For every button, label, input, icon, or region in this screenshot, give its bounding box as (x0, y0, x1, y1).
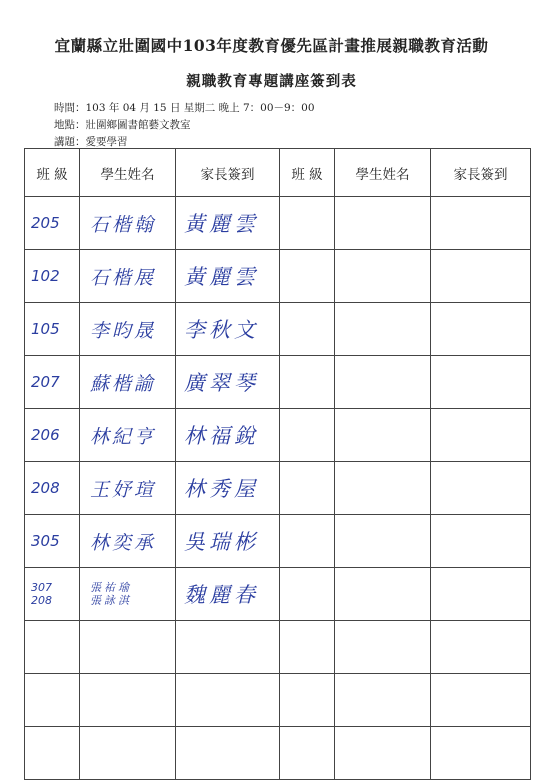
document-title: 宜蘭縣立壯圍國中103年度教育優先區計畫推展親職教育活動 (54, 36, 489, 55)
class-cell (280, 515, 335, 568)
table-row (25, 462, 531, 515)
student-name-cell: 石楷展 (80, 250, 176, 303)
class-cell (280, 674, 335, 727)
class-cell: 206 (25, 409, 80, 462)
parent-signature-cell: 黃麗雲 (176, 197, 280, 250)
place-line (54, 117, 191, 132)
parent-signature-cell: 吳瑞彬 (176, 515, 280, 568)
class-cell: 208 (25, 462, 80, 515)
parent-signature-cell: 魏麗春 (176, 568, 280, 621)
class-cell (280, 727, 335, 780)
student-name-cell (335, 515, 431, 568)
table-row (25, 250, 531, 303)
class-cell: 102 (25, 250, 80, 303)
parent-signature-cell (431, 621, 531, 674)
student-name-cell (80, 621, 176, 674)
table-row (25, 621, 531, 674)
parent-signature-cell (431, 250, 531, 303)
time-line (54, 100, 315, 115)
student-name-cell (80, 568, 176, 621)
place-value: 壯圍鄉圖書館藝文教室 (85, 119, 191, 131)
time-value: 103 年 04 月 15 日 星期二 晚上 7：00－9：00 (85, 102, 315, 114)
topic-label: 講題： (54, 136, 86, 148)
class-cell (280, 250, 335, 303)
parent-signature-cell (176, 621, 280, 674)
parent-signature-cell (431, 674, 531, 727)
column-header-class: 班 級 (280, 149, 335, 197)
parent-signature-cell: 黃麗雲 (176, 250, 280, 303)
class-cell (280, 356, 335, 409)
parent-signature-cell (176, 674, 280, 727)
class-cell (280, 197, 335, 250)
parent-signature-cell (176, 727, 280, 780)
student-name-cell: 李昀晟 (80, 303, 176, 356)
class-cell (25, 568, 80, 621)
class-cell: 205 (25, 197, 80, 250)
parent-signature-cell (431, 462, 531, 515)
student-name-cell (335, 356, 431, 409)
column-header-student-name: 學生姓名 (80, 149, 176, 197)
student-name-cell: 石楷翰 (80, 197, 176, 250)
student-name-cell (335, 409, 431, 462)
table-header-row (25, 149, 531, 197)
parent-signature-cell (431, 515, 531, 568)
student-name-value: 張祐瑜 (90, 581, 132, 594)
column-header-student-name: 學生姓名 (335, 149, 431, 197)
place-label: 地點： (54, 119, 86, 131)
class-cell: 105 (25, 303, 80, 356)
topic-value: 愛要學習 (85, 136, 128, 148)
class-cell (280, 409, 335, 462)
student-name-cell (335, 197, 431, 250)
table-row (25, 568, 531, 621)
class-cell (280, 568, 335, 621)
student-name-value: 張詠淇 (90, 594, 132, 607)
class-value: 208 (31, 594, 52, 607)
time-label: 時間： (54, 102, 86, 114)
parent-signature-cell: 林秀屋 (176, 462, 280, 515)
parent-signature-cell (431, 727, 531, 780)
student-name-cell (335, 462, 431, 515)
student-name-cell (80, 727, 176, 780)
class-cell: 207 (25, 356, 80, 409)
parent-signature-cell: 林福銳 (176, 409, 280, 462)
student-name-cell: 王妤瑄 (80, 462, 176, 515)
parent-signature-cell: 李秋文 (176, 303, 280, 356)
column-header-parent-signature: 家長簽到 (431, 149, 531, 197)
table-row (25, 515, 531, 568)
student-name-cell (335, 621, 431, 674)
column-header-parent-signature: 家長簽到 (176, 149, 280, 197)
table-row (25, 303, 531, 356)
table-row (25, 727, 531, 780)
parent-signature-cell (431, 197, 531, 250)
document-subtitle: 親職教育專題講座簽到表 (186, 73, 357, 90)
column-header-class: 班 級 (25, 149, 80, 197)
student-name-cell (80, 674, 176, 727)
student-name-cell (335, 250, 431, 303)
table-row (25, 197, 531, 250)
student-name-cell (335, 727, 431, 780)
student-name-cell (335, 568, 431, 621)
class-cell (280, 462, 335, 515)
parent-signature-cell (431, 409, 531, 462)
table-row (25, 674, 531, 727)
parent-signature-cell: 廣翠琴 (176, 356, 280, 409)
class-cell (25, 621, 80, 674)
class-cell (25, 727, 80, 780)
parent-signature-cell (431, 303, 531, 356)
class-cell (280, 621, 335, 674)
table-row (25, 409, 531, 462)
class-cell (280, 303, 335, 356)
parent-signature-cell (431, 356, 531, 409)
topic-line (54, 134, 128, 149)
parent-signature-cell (431, 568, 531, 621)
class-cell (25, 674, 80, 727)
student-name-cell: 林紀亨 (80, 409, 176, 462)
student-name-cell: 林奕承 (80, 515, 176, 568)
class-cell: 305 (25, 515, 80, 568)
student-name-cell: 蘇楷諭 (80, 356, 176, 409)
student-name-cell (335, 303, 431, 356)
class-value: 307 (31, 581, 52, 594)
table-row (25, 356, 531, 409)
sign-in-table (24, 148, 531, 780)
student-name-cell (335, 674, 431, 727)
